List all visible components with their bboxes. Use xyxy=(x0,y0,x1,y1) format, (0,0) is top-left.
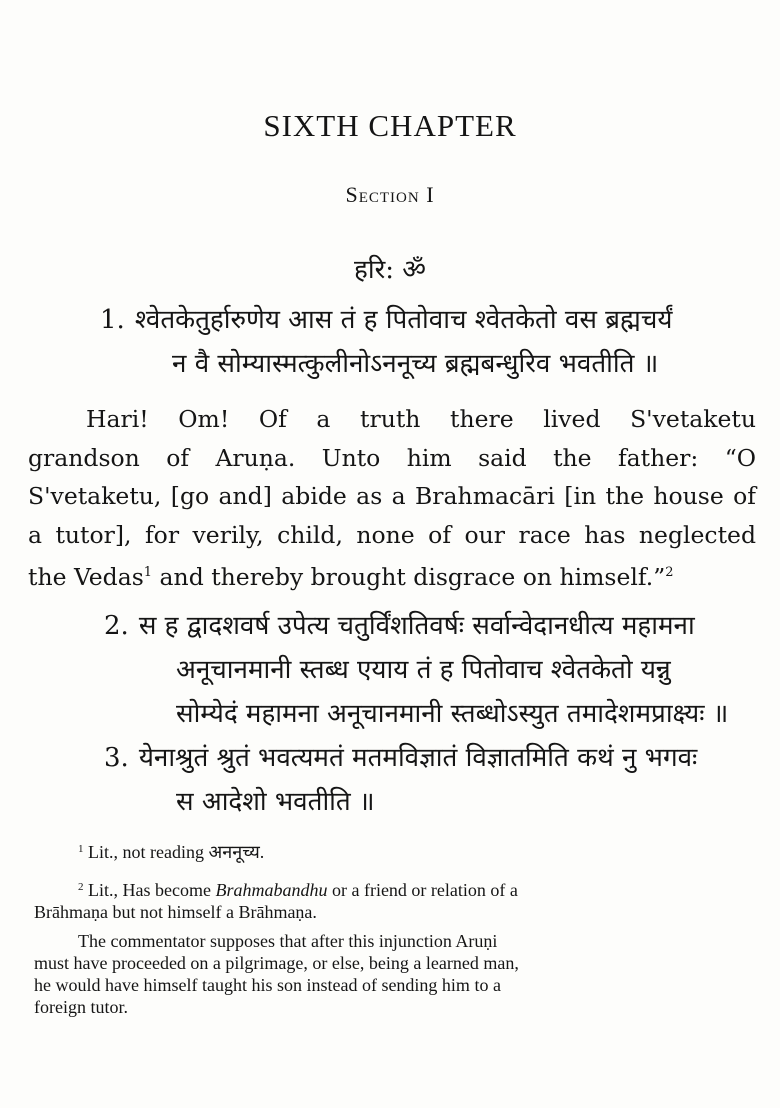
verse-1-line-2: न वै सोम्यास्मत्कुलीनोऽननूच्य ब्रह्मबन्धुरिव भवतीति ॥ xyxy=(172,349,659,379)
verse-2-continuation-1 xyxy=(176,650,671,686)
verse-3 xyxy=(104,738,697,774)
verse-3-continuation xyxy=(176,782,375,818)
verse-2-text-1: स ह द्वादशवर्ष उपेत्य चतुर्विंशतिवर्षः सर्वान्वेदानधीत्य महामना xyxy=(138,611,695,641)
verse-1-line-1 xyxy=(100,300,672,336)
translation-line-4: a tutor], for verily, child, none of our race has neglected xyxy=(28,520,756,549)
verse-1-continuation xyxy=(172,344,658,380)
footnote-2-italic: Brahmabandhu xyxy=(215,880,328,900)
verse-2-line-2: अनूचानमानी स्तब्ध एयाय तं ह पितोवाच श्वेतकेतो यन्नु xyxy=(176,655,671,685)
footnote-ref-2: 2 xyxy=(665,565,674,580)
translation-line-3: S'vetaketu, [go and] abide as a Brahmacāri [in the house of xyxy=(28,482,756,510)
footnote-1 xyxy=(78,838,264,863)
footnote-2-line-1 xyxy=(34,876,760,901)
commentator-line-2: must have proceeded on a pilgrimage, or else, being a learned man, xyxy=(34,953,519,973)
footnote-2-mark: 2 xyxy=(78,881,84,893)
verse-3-line-2: स आदेशो भवतीति ॥ xyxy=(176,787,375,817)
footnote-1-text: Lit., not reading अननूच्य. xyxy=(88,842,265,862)
section-title: Section I xyxy=(345,182,435,207)
translation-line-5b: and thereby brought disgrace on himself.” xyxy=(152,563,666,591)
commentator-line-4: foreign tutor. xyxy=(34,997,128,1017)
chapter-title: SIXTH CHAPTER xyxy=(263,108,517,143)
verse-2-number: 2. xyxy=(104,611,129,641)
invocation: हरि: ॐ xyxy=(354,255,426,285)
verse-2-continuation-2 xyxy=(176,694,728,730)
translation-line-5 xyxy=(28,554,756,597)
translation-paragraph xyxy=(28,400,756,597)
footnote-2-prefix: Lit., Has become xyxy=(88,880,216,900)
commentator-line-1: The commentator supposes that after this injunction Aruṇi xyxy=(78,931,498,951)
commentator-line-3: he would have himself taught his son instead of sending him to a xyxy=(34,975,501,995)
translation-line-5a: the Vedas xyxy=(28,563,144,591)
translation-line-1: Hari! Om! Of a truth there lived S'vetaketu xyxy=(86,405,756,433)
commentator-note xyxy=(34,930,760,1018)
verse-3-line-1 xyxy=(104,738,697,774)
verse-2 xyxy=(104,606,695,642)
footnote-2-suffix: or a friend or relation of a xyxy=(327,880,518,900)
verse-3-number: 3. xyxy=(104,743,129,773)
footnote-2 xyxy=(34,876,760,923)
footnote-ref-1: 1 xyxy=(143,565,153,580)
verse-1-number: 1. xyxy=(100,305,125,335)
verse-2-line-3: सोम्येदं महामना अनूचानमानी स्तब्धोऽस्युत तमादेशमप्राक्ष्यः ॥ xyxy=(176,699,729,729)
footnote-1-mark: 1 xyxy=(78,843,84,855)
verse-1-text-1: श्वेतकेतुर्हारुणेय आस तं ह पितोवाच श्वेतकेतो वस ब्रह्मचर्यं xyxy=(134,305,673,335)
verse-2-line-1 xyxy=(104,606,695,642)
translation-line-2: grandson of Aruṇa. Unto him said the father: “O xyxy=(28,443,756,472)
footnote-2-line-2: Brāhmaṇa but not himself a Brāhmaṇa. xyxy=(34,902,317,922)
verse-1 xyxy=(100,300,672,336)
verse-3-text-1: येनाश्रुतं श्रुतं भवत्यमतं मतमविज्ञातं विज्ञातमिति कथं नु भगवः xyxy=(138,743,698,773)
